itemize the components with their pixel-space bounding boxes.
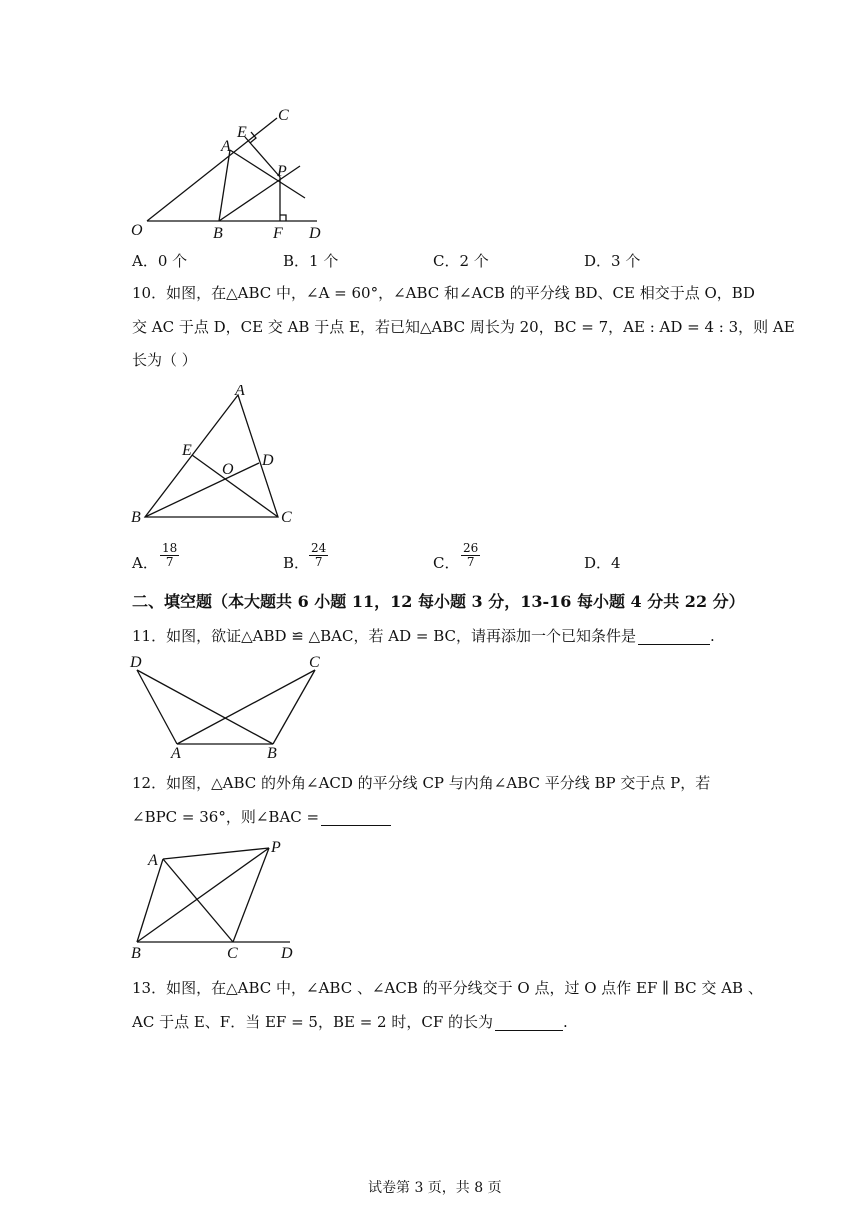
right-angle-F: [280, 215, 286, 221]
label-C: C: [309, 654, 320, 671]
segment-CP: [233, 848, 269, 942]
q11-figure: [125, 650, 330, 762]
q10-option-b-prefix: B．: [283, 554, 310, 572]
q11-question: [132, 627, 715, 645]
label-C: C: [281, 509, 292, 526]
q9-option-b: B．1 个: [283, 252, 339, 270]
label-C: C: [278, 107, 289, 124]
ray-OC: [147, 118, 277, 221]
fraction-denominator: 7: [314, 555, 323, 570]
q12-figure: [125, 835, 310, 965]
fraction-numerator: 26: [463, 541, 479, 555]
label-B: B: [213, 225, 223, 242]
label-B: B: [131, 945, 141, 962]
q10-option-a-prefix: A．: [132, 554, 158, 572]
q9-option-d: D．3 个: [584, 252, 641, 270]
q9-option-a: A．0 个: [132, 252, 188, 270]
segment-AP: [163, 848, 269, 859]
q10-line-2: 交 AC 于点 D，CE 交 AB 于点 E，若已知△ABC 周长为 20，BC = 7，AE : AD = 4 : 3，则 AE: [132, 318, 795, 336]
label-B: B: [131, 509, 141, 526]
label-A: A: [171, 745, 181, 762]
q12-line-1: 12．如图，△ABC 的外角∠ACD 的平分线 CP 与内角∠ABC 平分线 BP 交于点 P，若: [132, 774, 711, 792]
triangle-ABC: [145, 395, 278, 517]
label-E: E: [237, 124, 247, 141]
label-E: E: [182, 442, 192, 459]
q10-figure: [125, 385, 305, 530]
q11-text: 11．如图，欲证△ABD ≌ △BAC，若 AD = BC，请再添加一个已知条件是: [132, 627, 636, 645]
q10-line-1: 10．如图，在△ABC 中，∠A = 60°，∠ABC 和∠ACB 的平分线 BD、CE 相交于点 O，BD: [132, 284, 755, 302]
fraction-numerator: 18: [162, 541, 178, 555]
segment-BD: [145, 463, 259, 517]
segment-AC: [163, 859, 233, 942]
label-D: D: [309, 225, 321, 242]
label-A: A: [148, 852, 158, 869]
label-A: A: [221, 138, 231, 155]
q10-option-a-fraction: [160, 542, 179, 569]
q13-line-1: 13．如图，在△ABC 中，∠ABC 、∠ACB 的平分线交于 O 点，过 O 点作 EF ∥ BC 交 AB 、: [132, 979, 763, 997]
q10-line-3: 长为（ ）: [132, 351, 197, 369]
label-D: D: [281, 945, 293, 962]
fraction-denominator: 7: [165, 555, 174, 570]
label-D: D: [130, 654, 142, 671]
section-2-title: 二、填空题（本大题共 6 小题 11，12 每小题 3 分，13-16 每小题 4 分共 22 分）: [132, 592, 745, 611]
label-C: C: [227, 945, 238, 962]
segment-AP: [230, 150, 305, 198]
q9-figure: [125, 100, 335, 245]
label-D: D: [262, 452, 274, 469]
q13-line-2: [132, 1013, 568, 1031]
segment-AB: [137, 859, 163, 942]
label-A: A: [235, 385, 245, 399]
label-F: F: [273, 225, 283, 242]
q10-option-b-fraction: [309, 542, 328, 569]
label-P: P: [277, 163, 287, 180]
q12-text: ∠BPC = 36°，则∠BAC =: [132, 808, 320, 826]
q10-option-c-fraction: [461, 542, 480, 569]
segment-AB: [219, 150, 230, 221]
label-O: O: [222, 461, 234, 478]
q13-answer-blank[interactable]: [495, 1029, 563, 1031]
page-footer: 试卷第 3 页，共 8 页: [368, 1180, 502, 1196]
q13-text: AC 于点 E、F．当 EF = 5，BE = 2 时，CF 的长为: [132, 1013, 494, 1031]
label-O: O: [131, 222, 143, 239]
q11-answer-blank[interactable]: [638, 643, 710, 645]
fraction-denominator: 7: [466, 555, 475, 570]
label-P: P: [271, 839, 281, 856]
q10-option-c-prefix: C．: [433, 554, 460, 572]
label-B: B: [267, 745, 277, 762]
fraction-numerator: 24: [311, 541, 327, 555]
q13-period: .: [563, 1013, 568, 1031]
q9-option-c: C．2 个: [433, 252, 489, 270]
q11-period: .: [710, 627, 715, 645]
q12-answer-blank[interactable]: [321, 824, 391, 826]
segment-BP: [219, 166, 300, 221]
q12-line-2: [132, 808, 391, 826]
q10-option-d: D．4: [584, 554, 621, 572]
